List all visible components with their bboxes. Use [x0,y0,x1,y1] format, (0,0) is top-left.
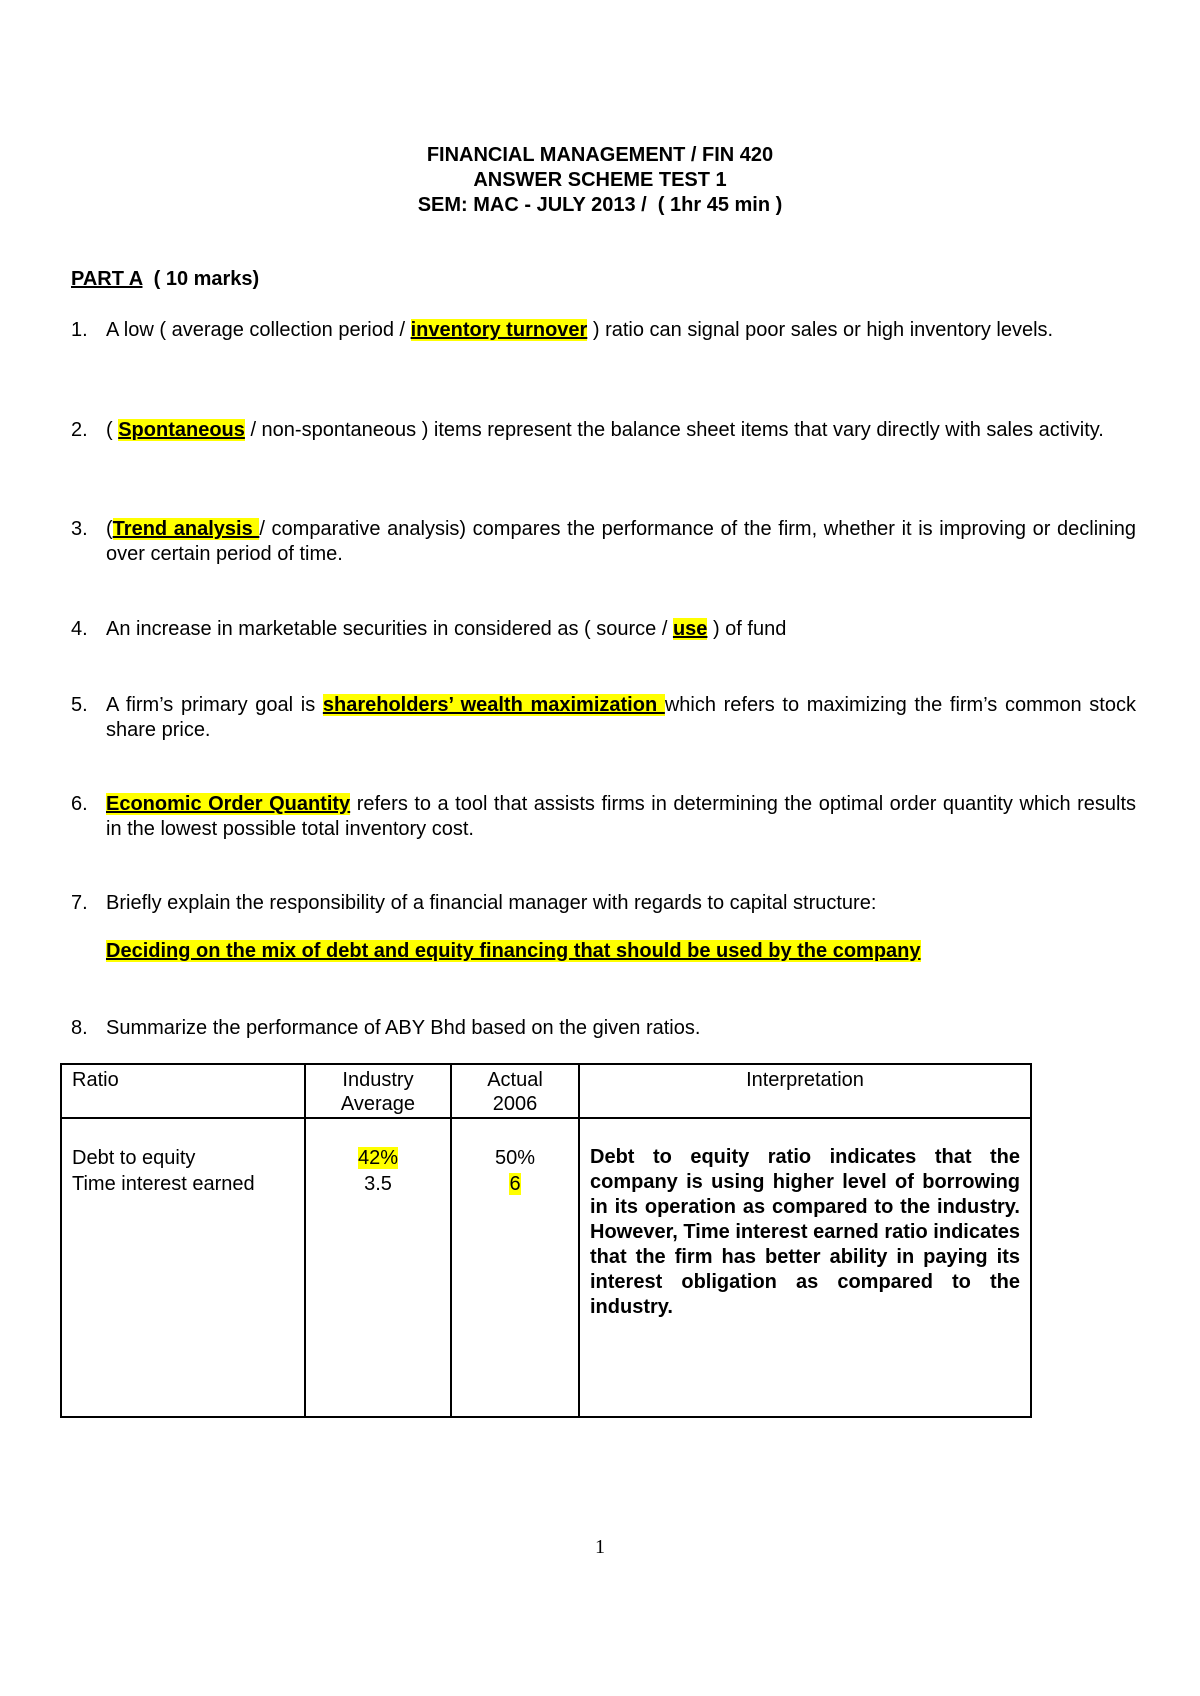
question-2 [71,418,1136,443]
question-number: 5. [71,694,88,716]
actual-value: 6 [509,1173,521,1195]
ratio-name: Time interest earned [72,1173,255,1195]
document-header [0,143,1200,218]
ratio-name: Debt to equity [72,1147,196,1169]
page-number: 1 [595,1536,605,1558]
header-semester: SEM: MAC - JULY 2013 / ( 1hr 45 min ) [417,194,783,216]
part-a-label: PART A [71,268,143,290]
actual-value: 50% [494,1147,536,1169]
interpretation-cell: Debt to equity ratio indicates that the company is using higher level of borrowing in its operation as compared to the industry. However, Time interest earned ratio indicates that the firm has better ability in paying its interest obligation as compared to the industry. [579,1118,1031,1417]
header-interpretation-label: Interpretation [746,1069,864,1091]
question-5 [71,693,1136,743]
part-a-marks: ( 10 marks) [142,268,260,290]
question-number: 1. [71,319,88,341]
question-text: ( [106,518,113,540]
question-text: / comparative analysis) compares the performance of the firm, whether it is improving or declining over certain period of time. [106,518,1136,565]
header-year-label: 2006 [492,1093,538,1115]
industry-value: 42% [357,1147,399,1169]
question-answer: inventory turnover [410,319,588,341]
question-text: An increase in marketable securities in considered as ( source / [106,618,673,640]
question-text: / non-spontaneous ) items represent the balance sheet items that vary directly with sales activity. [244,419,1104,441]
question-8 [71,1016,1136,1041]
question-text: A low ( average collection period / [106,319,411,341]
ratio-names-cell [61,1118,305,1417]
question-7 [71,891,1136,916]
part-a-heading [71,268,259,291]
question-7-answer [106,940,921,963]
question-1 [71,318,1136,343]
question-text: which refers to maximizing the firm’s common stock share price. [106,694,1136,741]
question-text: Briefly explain the responsibility of a financial manager with regards to capital structure: [106,892,877,914]
header-average-label: Average [340,1093,416,1115]
ratio-table [60,1063,1032,1418]
question-number: 3. [71,518,88,540]
question-text: Summarize the performance of ABY Bhd based on the given ratios. [106,1017,701,1039]
header-course-title: FINANCIAL MANAGEMENT / FIN 420 [426,144,774,166]
actual-values-cell [451,1118,579,1417]
question-answer: shareholders’ wealth maximization [322,694,665,716]
question-answer: Trend analysis [112,518,260,540]
question-answer: Economic Order Quantity [106,793,351,815]
industry-values-cell [305,1118,451,1417]
header-actual [451,1064,579,1118]
question-number: 4. [71,618,88,640]
header-ratio-label: Ratio [72,1069,119,1091]
question-text: A firm’s primary goal is [106,694,323,716]
question-4 [71,617,1136,642]
header-test-title: ANSWER SCHEME TEST 1 [473,169,727,191]
question-number: 8. [71,1017,88,1039]
header-industry-average [305,1064,451,1118]
question-answer: Deciding on the mix of debt and equity financing that should be used by the company [106,940,921,962]
header-ratio [61,1064,305,1118]
header-industry-label: Industry [342,1069,414,1091]
question-number: 7. [71,892,88,914]
question-number: 6. [71,793,88,815]
table-row [61,1118,1031,1417]
question-6 [71,792,1136,842]
industry-value: 3.5 [364,1173,392,1195]
question-number: 2. [71,419,88,441]
question-answer: use [672,618,708,640]
table-header-row [61,1064,1031,1118]
header-actual-label: Actual [487,1069,543,1091]
question-3 [71,517,1136,567]
question-answer: Spontaneous [118,419,245,441]
question-text: ( [106,419,119,441]
header-interpretation [579,1064,1031,1118]
question-text: ) ratio can signal poor sales or high inventory levels. [587,319,1054,341]
question-text: refers to a tool that assists firms in determining the optimal order quantity which results in the lowest possible total inventory cost. [106,793,1136,840]
question-text: ) of fund [707,618,787,640]
